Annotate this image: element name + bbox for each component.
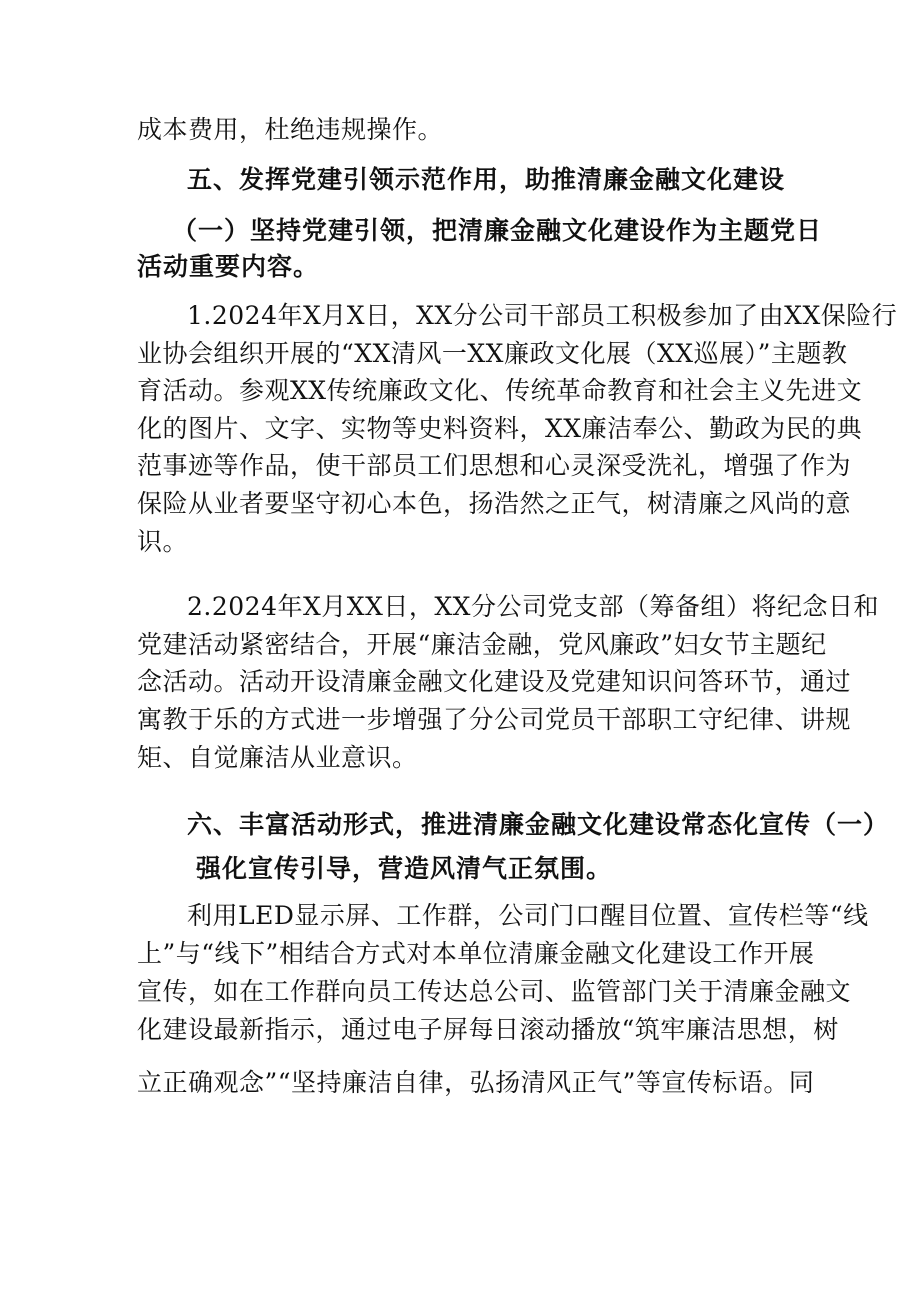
body-text-line: 范事迹等作品，使干部员工们思想和心灵深受洗礼，增强了作为 (137, 451, 852, 480)
body-text-line: 矩、自觉廉洁从业意识。 (137, 743, 418, 772)
body-text-line: 党建活动紧密结合，开展“廉洁金融，党风廉政”妇女节主题纪 (137, 630, 827, 659)
body-text-line: 上”与“线下”相结合方式对本单位清廉金融文化建设工作开展 (137, 939, 815, 968)
body-text-line: 成本费用，杜绝违规操作。 (137, 115, 444, 144)
body-text-line: 保险从业者要坚守初心本色，扬浩然之正气，树清廉之风尚的意 (137, 489, 852, 518)
body-text-line: 寓教于乐的方式进一步增强了分公司党员干部职工守纪律、讲规 (137, 705, 852, 734)
body-text-line: 2.2024年X月XX日，XX分公司党支部（筹备组）将纪念日和 (187, 592, 879, 621)
body-text-line: 念活动。活动开设清廉金融文化建设及党建知识问答环节，通过 (137, 667, 852, 696)
body-text-line: 立正确观念”“坚持廉洁自律，弘扬清风正气”等宣传标语。同 (137, 1068, 815, 1097)
section-heading-6: 六、丰富活动形式，推进清廉金融文化建设常态化宣传（一） (187, 810, 890, 839)
subsection-heading-1: 强化宣传引导，营造风清气正氛围。 (196, 854, 613, 883)
subsection-heading-1: （一）坚持党建引领，把清廉金融文化建设作为主题党日 (172, 216, 823, 245)
body-text-line: 业协会组织开展的“XX清风一XX廉政文化展（XX巡展）”主题教 (137, 339, 848, 368)
body-text-line: 育活动。参观XX传统廉政文化、传统革命教育和社会主义先进文 (137, 376, 863, 405)
body-text-line: 化的图片、文字、实物等史料资料，XX廉洁奉公、勤政为民的典 (137, 414, 863, 443)
subsection-heading-1-cont: 活动重要内容。 (137, 252, 320, 281)
body-text-line: 识。 (137, 527, 189, 556)
section-heading-5: 五、发挥党建引领示范作用，助推清廉金融文化建设 (187, 165, 786, 194)
body-text-line: 利用LED显示屏、工作群，公司门口醒目位置、宣传栏等“线 (187, 901, 869, 930)
body-text-line: 1.2024年X月X日，XX分公司干部员工积极参加了由XX保险行 (187, 301, 898, 330)
body-text-line: 化建设最新指示，通过电子屏每日滚动播放“筑牢廉洁思想，树 (137, 1015, 839, 1044)
body-text-line: 宣传，如在工作群向员工传达总公司、监管部门关于清廉金融文 (137, 977, 852, 1006)
